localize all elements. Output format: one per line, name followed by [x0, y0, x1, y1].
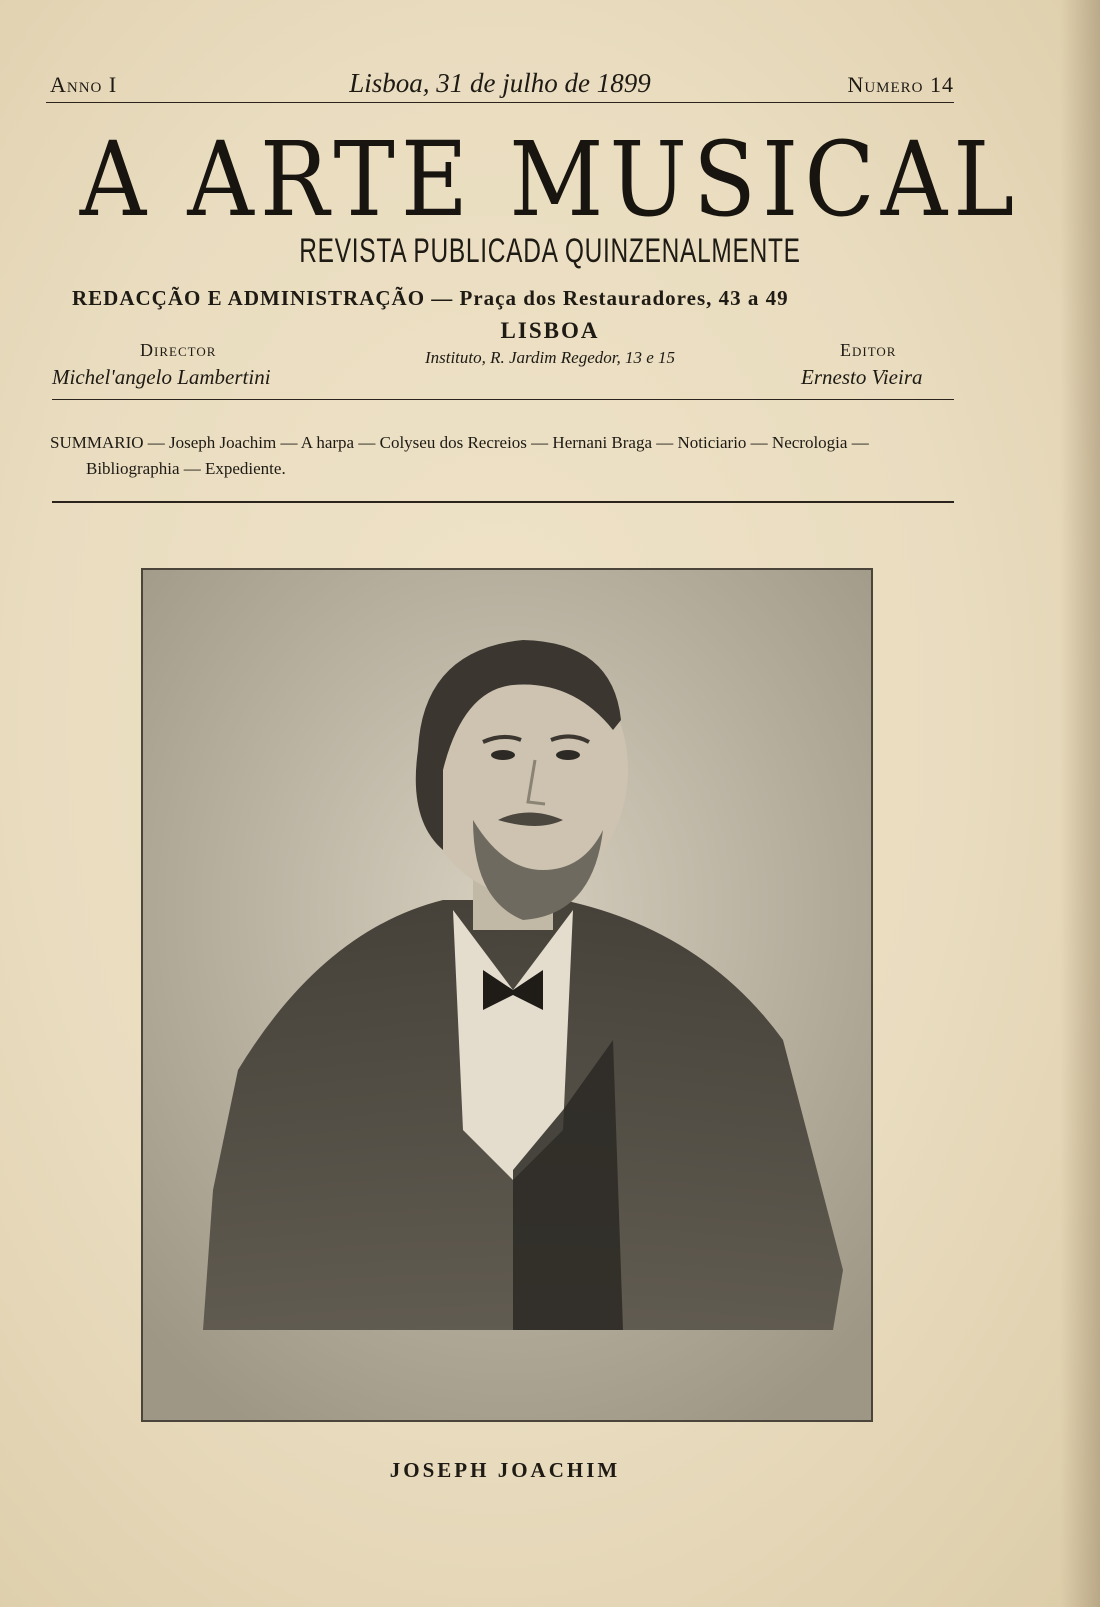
summary-line-2: Bibliographia — Expediente. [86, 459, 286, 478]
editor-name: Ernesto Vieira [801, 365, 923, 389]
institute-address: Instituto, R. Jardim Regedor, 13 e 15 [424, 348, 676, 367]
table-of-contents [50, 430, 960, 482]
portrait-caption: JOSEPH JOACHIM [389, 1458, 621, 1482]
portrait-photo [141, 568, 873, 1422]
summary-line-1: SUMMARIO — Joseph Joachim — A harpa — Colyseu dos Recreios — Hernani Braga — Noticiario — Necrologia — [50, 433, 869, 452]
volume-label: Anno I [50, 72, 118, 97]
masthead-subtitle: REVISTA PUBLICADA QUINZENALMENTE [299, 232, 801, 270]
summary-divider [52, 501, 954, 503]
masthead-title: A ARTE MUSICAL [79, 120, 1021, 240]
portrait-illustration [143, 570, 871, 1420]
place-date: Lisboa, 31 de julho de 1899 [349, 68, 651, 98]
administration-address: REDACÇÃO E ADMINISTRAÇÃO — Praça dos Restauradores, 43 a 49 [72, 286, 789, 310]
director-label: Director [140, 340, 217, 360]
page-edge-shadow [1060, 0, 1100, 1607]
header-bar [46, 68, 954, 103]
editor-label: Editor [840, 340, 897, 360]
issue-number: Numero 14 [847, 72, 954, 97]
director-name: Michel'angelo Lambertini [52, 365, 271, 389]
header-divider [52, 399, 954, 400]
city-label: LISBOA [500, 318, 600, 343]
